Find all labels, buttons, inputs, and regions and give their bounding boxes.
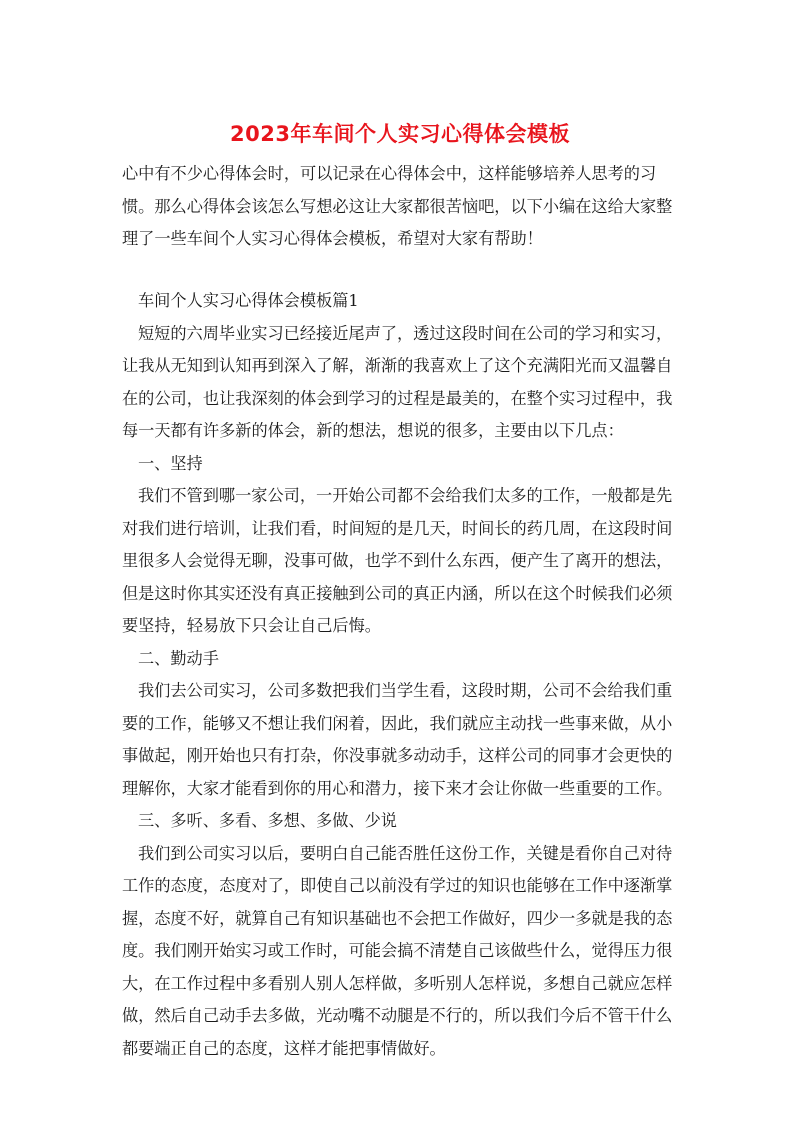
- text-line: 心中有不少心得体会时，可以记录在心得体会中，这样能够培养人思考的习: [122, 164, 657, 183]
- text-line: 我们去公司实习，公司多数把我们当学生看，这段时期，公司不会给我们重: [138, 681, 673, 700]
- subheading-hands-on: 二、勤动手: [138, 648, 219, 668]
- text-line: 理解你，大家才能看到你的用心和潜力，接下来才会让你做一些重要的工作。: [122, 778, 673, 798]
- text-line: 但是这时你其实还没有真正接触到公司的真正内涵，所以在这个时候我们必须: [122, 583, 673, 603]
- text-line: 我们到公司实习以后，要明白自己能否胜任这份工作，关键是看你自己对待: [138, 843, 673, 863]
- text-line: 在的公司，也让我深刻的体会到学习的过程是最美的，在整个实习过程中，我: [122, 388, 673, 408]
- text-line: 对我们进行培训，让我们看，时间短的是几天，时间长的药几周，在这段时间: [122, 518, 673, 538]
- text-line: 让我从无知到认知再到深入了解，渐渐的我喜欢上了这个充满阳光而又温馨自: [122, 356, 673, 375]
- text-line: 要坚持，轻易放下只会让自己后悔。: [122, 616, 381, 635]
- text-line: 握，态度不好，就算自己有知识基础也不会把工作做好，四少一多就是我的态: [122, 908, 673, 928]
- text-line: 我们不管到哪一家公司，一开始公司都不会给我们太多的工作，一般都是先: [138, 486, 673, 505]
- text-line: 大，在工作过程中多看别人别人怎样做，多听别人怎样说，多想自己就应怎样: [122, 973, 673, 993]
- section-heading: 车间个人实习心得体会模板篇1: [138, 291, 359, 310]
- text-line: 工作的态度，态度对了，即使自己以前没有学过的知识也能够在工作中逐渐掌: [122, 876, 673, 895]
- text-line: 度。我们刚开始实习或工作时，可能会搞不清楚自己该做些什么，觉得压力很: [122, 941, 673, 960]
- text-line: 都要端正自己的态度，这样才能把事情做好。: [122, 1038, 446, 1058]
- subheading-listen-watch: 三、多听、多看、多想、多做、少说: [138, 811, 397, 830]
- text-line: 理了一些车间个人实习心得体会模板，希望对大家有帮助！: [122, 229, 543, 248]
- text-line: 要的工作，能够又不想让我们闲着，因此，我们就应主动找一些事来做，从小: [122, 713, 673, 733]
- body-content: [122, 285, 674, 1065]
- text-line: 里很多人会觉得无聊，没事可做，也学不到什么东西，便产生了离开的想法，: [122, 551, 673, 570]
- text-line: 短短的六周毕业实习已经接近尾声了，透过这段时间在公司的学习和实习，: [138, 323, 673, 343]
- subheading-persist: 一、坚持: [138, 453, 203, 473]
- text-line: 每一天都有许多新的体会，新的想法，想说的很多，主要由以下几点：: [122, 421, 624, 440]
- text-line: 惯。那么心得体会该怎么写想必这让大家都很苦恼吧，以下小编在这给大家整: [122, 196, 673, 216]
- document-title: 2023年车间个人实习心得体会模板: [230, 122, 570, 146]
- text-line: 事做起，刚开始也只有打杂，你没事就多动动手，这样公司的同事才会更快的: [122, 746, 673, 765]
- text-line: 做，然后自己动手去多做，光动嘴不动腿是不行的，所以我们今后不管干什么: [122, 1006, 673, 1025]
- intro-paragraph: [122, 158, 674, 256]
